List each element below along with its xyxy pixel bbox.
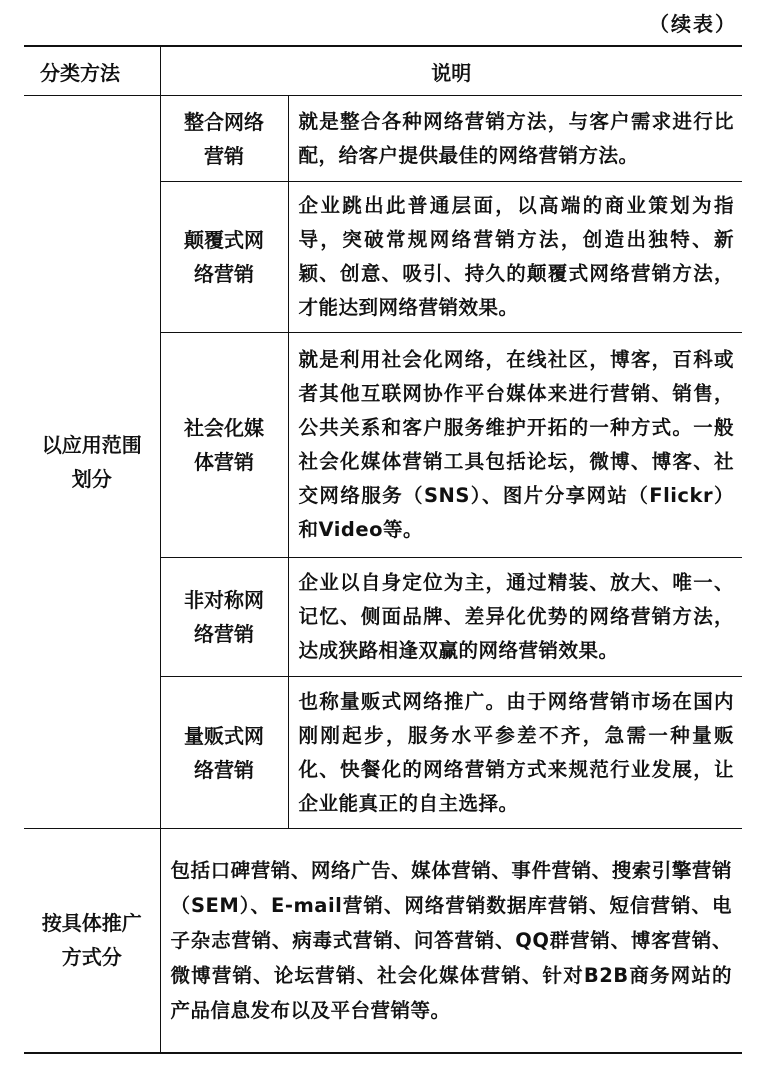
method-label: 络营销 — [194, 622, 254, 646]
category-label: 方式分 — [61, 945, 122, 970]
header-row — [24, 46, 742, 96]
description-cell: 也称量贩式网络推广。由于网络营销市场在国内刚刚起步，服务水平参差不齐，急需一种量贩化、快餐化的网络营销方式来规范行业发展，让企业能真正的自主选择。 — [288, 677, 742, 829]
category-cell-promotion — [24, 829, 160, 1053]
method-label: 整合网络 — [184, 109, 264, 134]
method-cell — [160, 677, 288, 829]
continued-label: （续表） — [649, 12, 737, 36]
method-label: 颠覆式网 — [184, 228, 264, 252]
description-cell: 就是利用社会化网络，在线社区，博客，百科或者其他互联网协作平台媒体来进行营销、销售，公共关系和客户服务维护开拓的一种方式。一般社会化媒体营销工具包括论坛，微博、博客、社交网络服务（SNS）、图片分享网站（Flickr）和Video等。 — [288, 333, 742, 558]
table-row — [24, 829, 742, 1053]
category-label: 以应用范围 — [41, 433, 142, 457]
method-label: 量贩式网 — [184, 723, 264, 748]
method-label: 体营销 — [194, 450, 254, 474]
method-cell — [160, 182, 288, 333]
table-row — [24, 96, 742, 182]
description-cell: 企业以自身定位为主，通过精装、放大、唯一、记忆、侧面品牌、差异化优势的网络营销方法，达成狭路相逢双赢的网络营销效果。 — [288, 558, 742, 677]
category-label: 划分 — [71, 467, 112, 491]
method-cell — [160, 333, 288, 558]
category-label: 按具体推广 — [41, 911, 142, 936]
method-label: 社会化媒 — [184, 416, 264, 440]
category-cell-application — [24, 96, 160, 829]
method-label: 络营销 — [194, 757, 254, 782]
classification-table — [24, 45, 742, 1054]
description-cell-wide: 包括口碑营销、网络广告、媒体营销、事件营销、搜索引擎营销（SEM）、E-mail营销、网络营销数据库营销、短信营销、电子杂志营销、病毒式营销、问答营销、QQ群营销、博客营销、微博营销、论坛营销、社会化媒体营销、针对B2B商务网站的产品信息发布以及平台营销等。 — [160, 829, 742, 1053]
description-cell: 就是整合各种网络营销方法，与客户需求进行比配，给客户提供最佳的网络营销方法。 — [288, 96, 742, 182]
method-cell — [160, 96, 288, 182]
description-cell: 企业跳出此普通层面，以高端的商业策划为指导，突破常规网络营销方法，创造出独特、新颖、创意、吸引、持久的颠覆式网络营销方法，才能达到网络营销效果。 — [288, 182, 742, 333]
method-label: 非对称网 — [184, 588, 264, 612]
header-description: 说明 — [160, 46, 742, 96]
method-label: 络营销 — [194, 262, 254, 286]
method-cell — [160, 558, 288, 677]
method-label: 营销 — [204, 143, 244, 168]
header-category: 分类方法 — [24, 46, 160, 96]
